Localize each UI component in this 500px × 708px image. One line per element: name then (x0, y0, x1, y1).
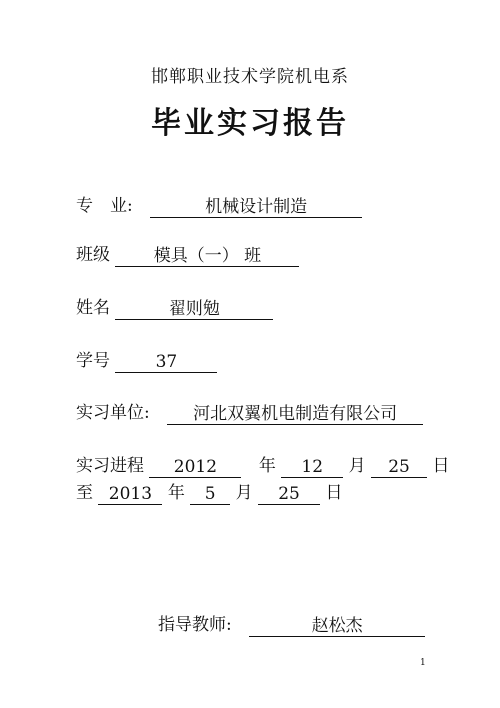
schedule-label: 实习进程 (76, 456, 144, 476)
student-id-row (76, 349, 217, 373)
unit-label: 实习单位: (76, 403, 150, 423)
end-day-value: 25 (258, 483, 320, 505)
start-month-value: 12 (281, 456, 343, 478)
major-row (76, 194, 362, 218)
name-value: 翟则勉 (115, 298, 273, 320)
end-year-unit: 年 (167, 483, 185, 503)
schedule-to-label: 至 (76, 483, 93, 503)
schedule-row-end (76, 481, 342, 505)
name-row (76, 296, 273, 320)
start-day-unit: 日 (432, 456, 450, 476)
end-year-value: 2013 (98, 483, 162, 505)
start-year-unit: 年 (258, 456, 276, 476)
unit-value: 河北双翼机电制造有限公司 (167, 403, 423, 425)
page-number: 1 (420, 658, 426, 668)
class-row (76, 243, 299, 267)
start-year-value: 2012 (149, 456, 241, 478)
name-label: 姓名 (76, 298, 110, 318)
college-name: 邯郸职业技术学院机电系 (151, 67, 349, 87)
advisor-value: 赵松杰 (249, 615, 425, 637)
student-id-value: 37 (115, 351, 217, 373)
end-month-value: 5 (190, 483, 230, 505)
start-month-unit: 月 (348, 456, 366, 476)
major-value: 机械设计制造 (150, 196, 362, 218)
end-day-unit: 日 (325, 483, 343, 503)
major-label: 专 业: (76, 196, 133, 216)
advisor-row (158, 613, 425, 637)
class-label: 班级 (76, 245, 110, 265)
report-title: 毕业实习报告 (151, 106, 349, 141)
unit-row (76, 401, 423, 425)
start-day-value: 25 (371, 456, 427, 478)
advisor-label: 指导教师: (158, 615, 232, 635)
class-value: 模具（一） 班 (115, 245, 299, 267)
student-id-label: 学号 (76, 351, 110, 371)
end-month-unit: 月 (235, 483, 253, 503)
schedule-row-start (76, 454, 449, 478)
